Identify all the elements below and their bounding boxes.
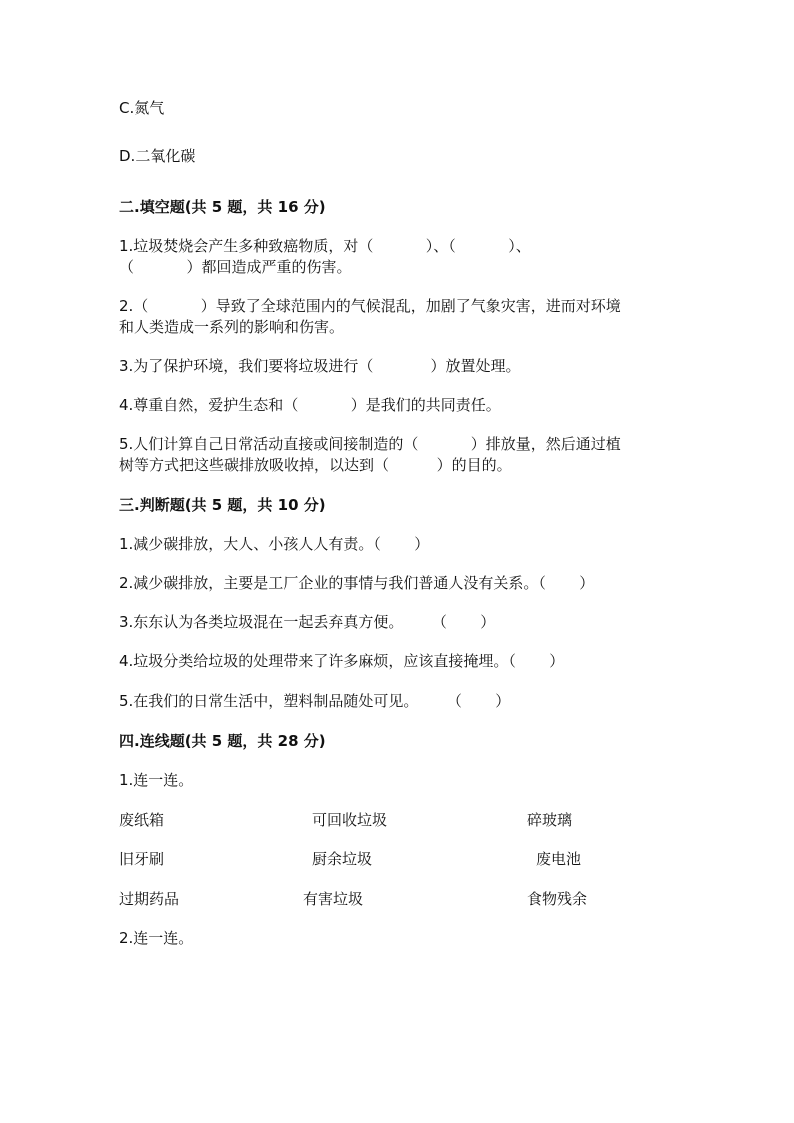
match-right-item: 废电池 [536, 850, 582, 868]
fill-q1-line1: 1.垃圾焚烧会产生多种致癌物质，对（ ）、（ ）、 [119, 237, 531, 255]
match-right-item: 碎玻璃 [527, 811, 573, 829]
match-left-item: 过期药品 [119, 890, 180, 908]
match-left-item: 旧牙刷 [119, 850, 165, 868]
match-right-item: 食物残余 [527, 890, 588, 908]
judge-q3: 3.东东认为各类垃圾混在一起丢弃真方便。 （ ） [119, 613, 496, 631]
option-d: D.二氧化碳 [119, 147, 196, 165]
section-4-heading: 四.连线题(共 5 题，共 28 分) [119, 732, 326, 750]
match-q1: 1.连一连。 [119, 771, 194, 789]
fill-q4: 4.尊重自然，爱护生态和（ ）是我们的共同责任。 [119, 396, 501, 414]
judge-q1: 1.减少碳排放，大人、小孩人人有责。（ ） [119, 535, 430, 553]
fill-q2-line2: 和人类造成一系列的影响和伤害。 [119, 318, 345, 336]
match-middle-item: 厨余垃圾 [312, 850, 373, 868]
match-middle-item: 有害垃圾 [303, 890, 364, 908]
section-2-heading: 二.填空题(共 5 题，共 16 分) [119, 198, 326, 216]
judge-q4: 4.垃圾分类给垃圾的处理带来了许多麻烦，应该直接掩埋。（ ） [119, 652, 565, 670]
judge-q2: 2.减少碳排放，主要是工厂企业的事情与我们普通人没有关系。（ ） [119, 574, 595, 592]
match-left-item: 废纸箱 [119, 811, 165, 829]
fill-q5-line2: 树等方式把这些碳排放吸收掉，以达到（ ）的目的。 [119, 456, 512, 474]
fill-q2-line1: 2.（ ）导致了全球范围内的气候混乱，加剧了气象灾害，进而对环境 [119, 297, 621, 315]
judge-q5: 5.在我们的日常生活中，塑料制品随处可见。 （ ） [119, 692, 511, 710]
fill-q5-line1: 5.人们计算自己日常活动直接或间接制造的（ ）排放量，然后通过植 [119, 435, 621, 453]
fill-q1-line2: （ ）都回造成严重的伤害。 [119, 258, 352, 276]
match-q2: 2.连一连。 [119, 929, 194, 947]
fill-q3: 3.为了保护环境，我们要将垃圾进行（ ）放置处理。 [119, 357, 521, 375]
option-c: C.氮气 [119, 99, 165, 117]
match-middle-item: 可回收垃圾 [312, 811, 388, 829]
section-3-heading: 三.判断题(共 5 题，共 10 分) [119, 496, 326, 514]
